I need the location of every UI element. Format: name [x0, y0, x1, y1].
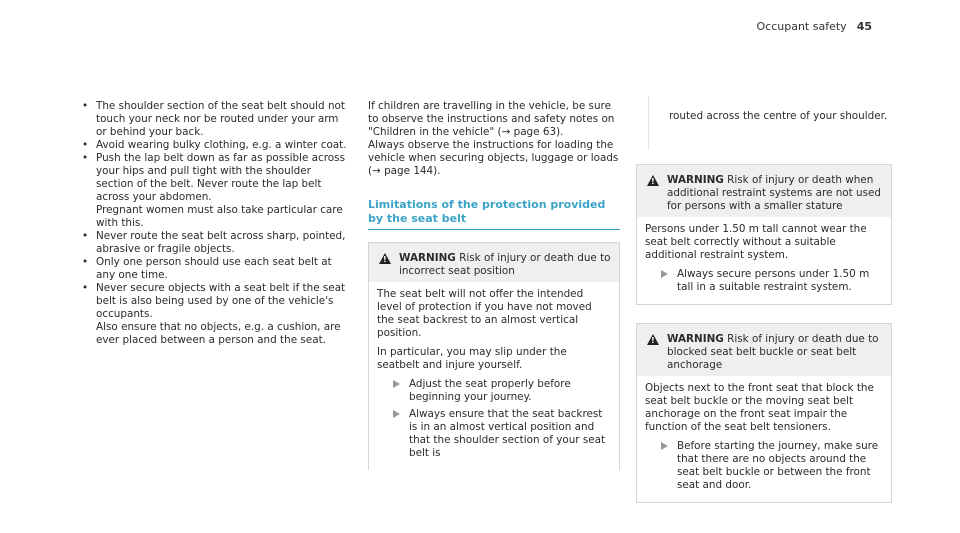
action-text: Always secure persons under 1.50 m tall in a suitable restraint system.: [677, 268, 870, 293]
bullet-note: Pregnant women must also take particular care with this.: [96, 204, 343, 229]
bullet-text: Push the lap belt down as far as possible across your hips and pull tight with the shoulder section of the belt. Never route the lap belt across your abdomen.: [96, 152, 345, 203]
warning-box: [636, 164, 892, 305]
warning-label: WARNING: [667, 333, 724, 345]
list-item: • Only one person should use each seat belt at any one time.: [96, 256, 350, 282]
warning-text: Objects next to the front seat that block the seat belt buckle or the moving seat belt anchorage on the front seat impair the function of the seat belt tensioners.: [645, 382, 874, 433]
continued-text: routed across the centre of your shoulder.: [669, 110, 888, 122]
action-item: [381, 408, 611, 460]
list-item: [96, 152, 350, 230]
paragraph-loading: Always observe the instructions for loading the vehicle when securing objects, luggage or loads (→ page 144).: [368, 139, 619, 177]
warning-title: Risk of injury or death when additional restraint systems are not used for persons with a smaller stature: [667, 174, 882, 212]
warning-icon: [647, 334, 659, 345]
page-header: [757, 20, 872, 33]
warning-label: WARNING: [399, 252, 456, 264]
action-item: [381, 378, 611, 404]
warning-icon: [647, 175, 659, 186]
action-text: Before starting the journey, make sure that there are no objects around the seat belt buckle or between the front seat and door.: [677, 440, 879, 491]
continued-action: [648, 96, 892, 150]
warning-icon: [379, 253, 391, 264]
bullet-text: Never secure objects with a seat belt if the seat belt is also being used by one of the vehicle's occupants.: [96, 282, 346, 320]
warning-header: [637, 324, 891, 376]
list-item: • Never route the seat belt across sharp, pointed, abrasive or fragile objects.: [96, 230, 350, 256]
warning-box: [636, 323, 892, 503]
action-item: [649, 268, 883, 294]
action-item: [649, 440, 883, 492]
warning-body: [369, 282, 619, 470]
column-1: [82, 100, 350, 347]
warning-box: [368, 242, 620, 470]
warning-text: In particular, you may slip under the seatbelt and injure yourself.: [377, 346, 567, 371]
warning-text: The seat belt will not offer the intended level of protection if you have not moved the seat backrest to an almost vertical position.: [377, 288, 592, 339]
bullet-note: Also ensure that no objects, e.g. a cushion, are ever placed between a person and the seat.: [96, 321, 341, 346]
bullet-list: [82, 100, 350, 347]
arrow-icon: [393, 410, 400, 418]
warning-label: WARNING: [667, 174, 724, 186]
list-item: • Avoid wearing bulky clothing, e.g. a winter coat.: [96, 139, 350, 152]
warning-header: [369, 243, 619, 282]
warning-header: [637, 165, 891, 217]
arrow-icon: [661, 270, 668, 278]
column-3: [636, 96, 892, 503]
action-text: Adjust the seat properly before beginning your journey.: [409, 378, 571, 403]
warning-title: Risk of injury or death due to incorrect seat position: [399, 252, 611, 277]
section-title: Occupant safety: [756, 20, 847, 33]
list-item: • The shoulder section of the seat belt should not touch your neck nor be routed under your arm or behind your back.: [96, 100, 350, 139]
warning-body: [637, 376, 891, 502]
warning-text: Persons under 1.50 m tall cannot wear the seat belt correctly without a suitable additional restraint system.: [645, 223, 867, 261]
arrow-icon: [661, 442, 668, 450]
list-item: [96, 282, 350, 347]
paragraph-children: If children are travelling in the vehicle, be sure to observe the instructions and safety notes on "Children in the vehicle" (→ page 63).: [368, 100, 615, 138]
column-2: [368, 100, 620, 470]
arrow-icon: [393, 380, 400, 388]
section-heading: Limitations of the protection provided by the seat belt: [368, 198, 620, 230]
warning-title: Risk of injury or death due to blocked seat belt buckle or seat belt anchorage: [667, 333, 879, 371]
action-text: Always ensure that the seat backrest is in an almost vertical position and that the shoulder section of your seat belt is: [409, 408, 606, 459]
warning-body: [637, 217, 891, 304]
page-number: 45: [856, 20, 872, 33]
